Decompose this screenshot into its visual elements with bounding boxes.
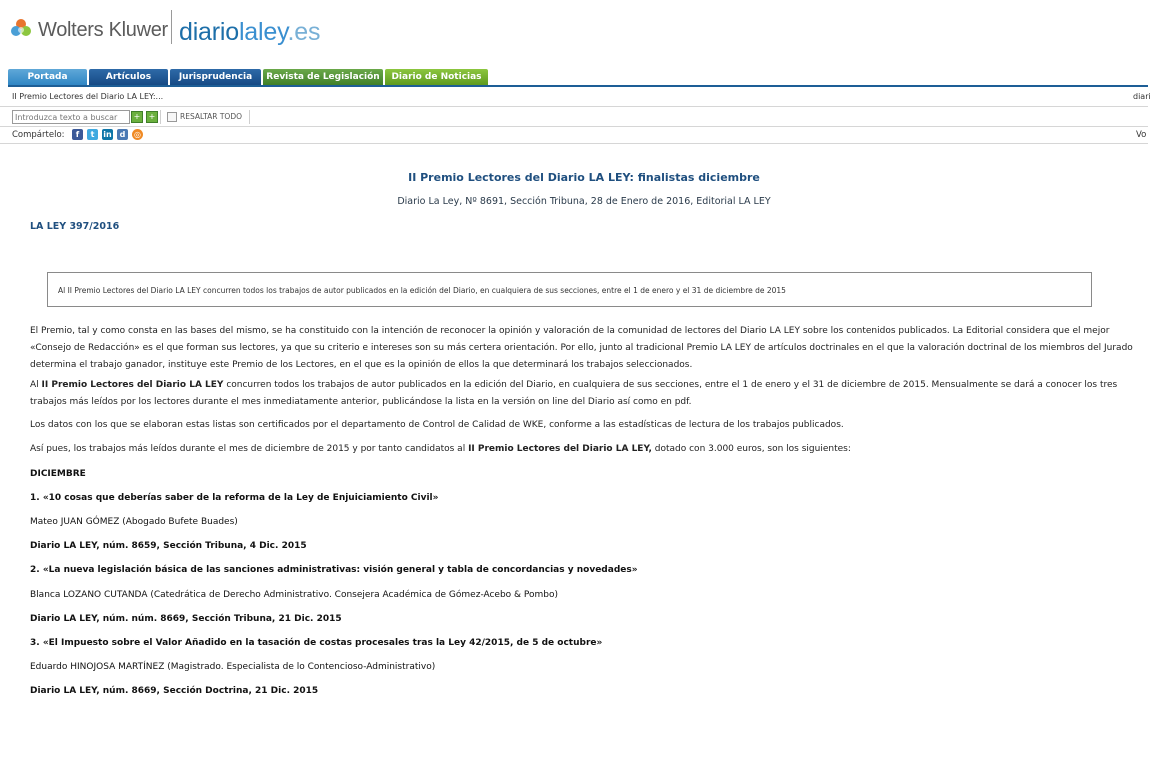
rss-icon[interactable]: ◎ <box>132 129 143 140</box>
summary-box <box>47 272 1092 307</box>
tab-portada[interactable]: Portada <box>8 69 87 85</box>
paragraph-2-start: Al <box>30 380 42 390</box>
linkedin-icon[interactable]: in <box>103 130 112 139</box>
toolbar-divider <box>160 110 161 124</box>
search-prev-button[interactable]: + <box>146 111 158 123</box>
paragraph-3: Los datos con los que se elaboran estas listas son certificados por el departamento de Control de Calidad de WKE, conforme a las estadísticas de lectura de los trabajos publicados. <box>30 420 844 430</box>
article-reference: LA LEY 397/2016 <box>30 221 120 232</box>
article-subtitle: Diario La Ley, Nº 8691, Sección Tribuna, 28 de Enero de 2016, Editorial LA LEY <box>397 196 771 207</box>
summary-text: Al II Premio Lectores del Diario LA LEY concurren todos los trabajos de autor publicados en la edición del Diario, en cualquiera de sus secciones, entre el 1 de enero y el 31 de diciembre de 2015 <box>58 286 786 295</box>
tab-jurisprudencia[interactable]: Jurisprudencia <box>170 69 261 85</box>
tab-revista-legislacion[interactable]: Revista de Legislación <box>263 69 383 85</box>
logo-diario-text: diario <box>179 18 239 46</box>
diariolaley-logo[interactable] <box>179 18 320 47</box>
item-3-author: Eduardo HINOJOSA MARTÍNEZ (Magistrado. Especialista de lo Contencioso-Administrativo) <box>30 662 436 672</box>
paragraph-4-start: Así pues, los trabajos más leídos durante el mes de diciembre de 2015 y por tanto candidatos al <box>30 444 469 454</box>
search-input[interactable] <box>12 110 130 124</box>
facebook-icon[interactable]: f <box>72 129 83 140</box>
item-1-source: Diario LA LEY, núm. 8659, Sección Tribuna, 4 Dic. 2015 <box>30 541 307 551</box>
share-bar <box>0 127 1148 144</box>
main-nav-tabs <box>8 69 488 85</box>
search-next-button[interactable]: + <box>131 111 143 123</box>
share-right-text[interactable]: Vo <box>1136 130 1147 140</box>
search-toolbar <box>0 107 1148 127</box>
breadcrumb-bar <box>0 88 1151 107</box>
logo-es-text: .es <box>287 18 321 46</box>
logo-divider <box>171 10 172 44</box>
highlight-all-checkbox[interactable] <box>167 112 177 122</box>
item-2-title: 2. «La nueva legislación básica de las sanciones administrativas: visión general y tabla de concordancias y novedades» <box>30 565 638 575</box>
paragraph-1: El Premio, tal y como consta en las bases del mismo, se ha constituido con la intención de reconocer la opinión y valoración de la comunidad de lectores del Diario LA LEY sobre los contenidos publicados. La Editorial considera que el mejor «Consejo de Redacción» es el que forman sus lectores, ya que su criterio e intereses son su más certera orientación. Por ello, junto al tradicional Premio LA LEY de artículos doctrinales en el que la valoración doctrinal de los miembros del Jurado determina el trabajo ganador, instituye este Premio de los Lectores, en el que es la opinión de ellos la que determinará los trabajos seleccionados. <box>30 326 1133 370</box>
item-1-author: Mateo JUAN GÓMEZ (Abogado Bufete Buades) <box>30 517 238 527</box>
item-2-source: Diario LA LEY, núm. núm. 8669, Sección Tribuna, 21 Dic. 2015 <box>30 614 342 624</box>
item-3-source: Diario LA LEY, núm. 8669, Sección Doctrina, 21 Dic. 2015 <box>30 686 319 696</box>
toolbar-divider <box>249 110 250 124</box>
highlight-all-label: RESALTAR TODO <box>180 112 243 121</box>
publisher-name: Wolters Kluwer <box>38 19 168 41</box>
item-3-title: 3. «El Impuesto sobre el Valor Añadido en la tasación de costas procesales tras la Ley 42/2015, de 5 de octubre» <box>30 638 603 648</box>
paragraph-4-rest: dotado con 3.000 euros, son los siguientes: <box>651 444 851 454</box>
tab-diario-noticias[interactable]: Diario de Noticias <box>385 69 488 85</box>
breadcrumb[interactable]: II Premio Lectores del Diario LA LEY:... <box>12 92 164 101</box>
article-title: II Premio Lectores del Diario LA LEY: finalistas diciembre <box>408 171 760 184</box>
breadcrumb-right-text[interactable]: diari <box>1133 92 1151 101</box>
wolters-kluwer-logo-icon[interactable] <box>9 17 33 41</box>
month-heading: DICIEMBRE <box>30 469 86 479</box>
item-1-title: 1. «10 cosas que deberías saber de la reforma de la Ley de Enjuiciamiento Civil» <box>30 493 439 503</box>
paragraph-4 <box>30 441 1140 458</box>
tab-articulos[interactable]: Artículos <box>89 69 168 85</box>
paragraph-4-prize: II Premio Lectores del Diario LA LEY, <box>468 444 652 454</box>
share-label: Compártelo: <box>12 130 65 140</box>
item-2-author: Blanca LOZANO CUTANDA (Catedrática de Derecho Administrativo. Consejera Académica de Gómez-Acebo & Pombo) <box>30 590 559 600</box>
twitter-icon[interactable]: t <box>87 129 98 140</box>
paragraph-2 <box>30 377 1140 411</box>
tabs-underline <box>8 85 1148 87</box>
paragraph-2-rest: concurren todos los trabajos de autor publicados en la edición del Diario, en cualquiera de sus secciones, entre el 1 de enero y el 31 de diciembre de 2015. Mensualmente se dará a conocer los tres trabajos más leídos por los lectores durante el mes inmediatamente anterior, publicándose la lista en la versión on line del Diario así como en pdf. <box>30 380 1118 407</box>
paragraph-2-prize: II Premio Lectores del Diario LA LEY <box>41 380 224 390</box>
logo-laley-text: laley <box>238 18 288 46</box>
site-header <box>0 0 1148 66</box>
delicious-icon[interactable]: d <box>117 129 128 140</box>
